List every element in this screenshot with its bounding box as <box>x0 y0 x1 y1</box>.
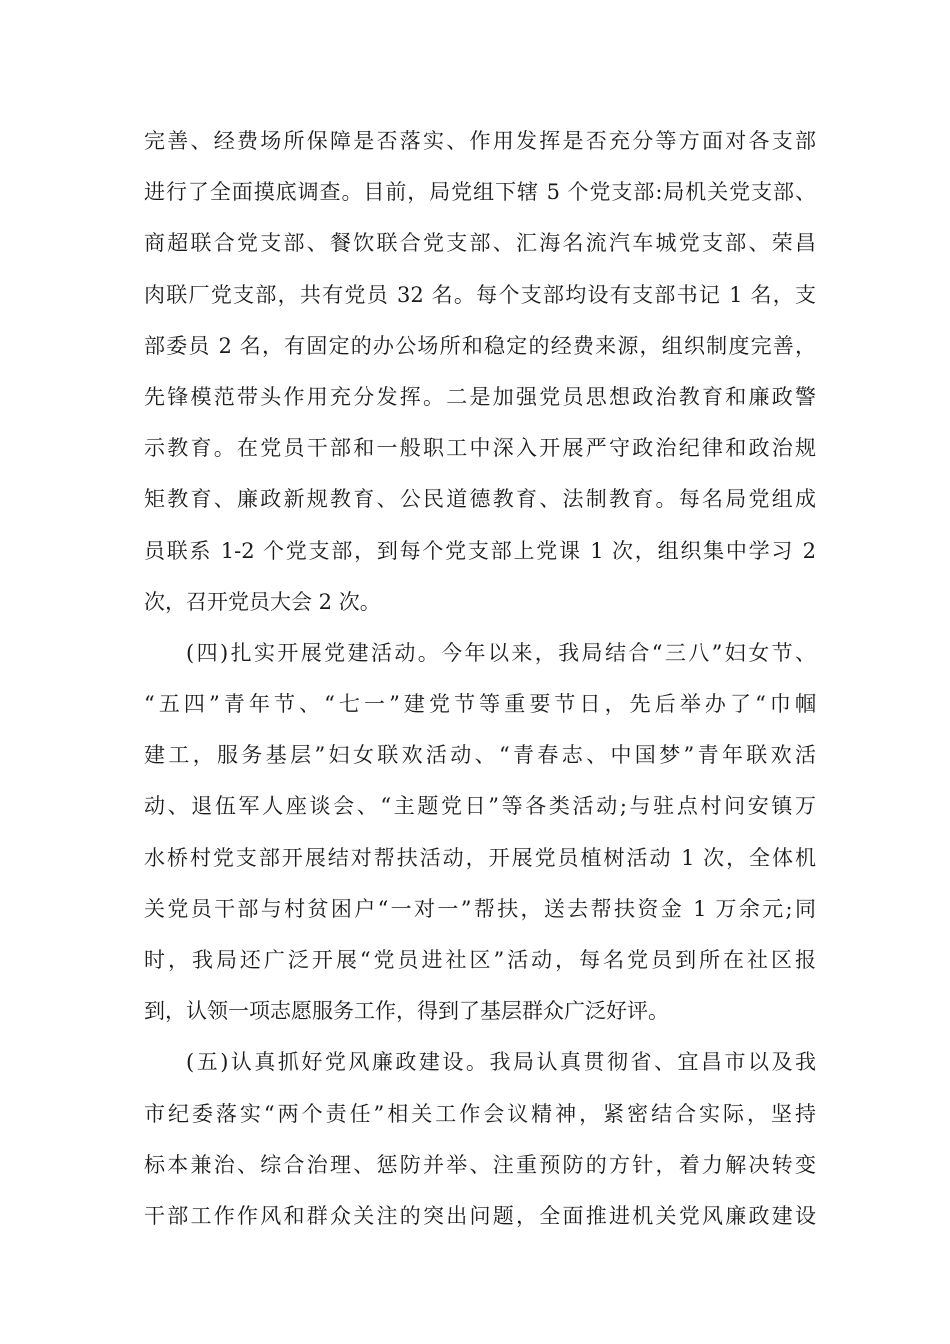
text-line: 员联系 1-2 个党支部，到每个党支部上党课 1 次，组织集中学习 2 <box>144 538 816 563</box>
text-line: 矩教育、廉政新规教育、公民道德教育、法制教育。每名局党组成 <box>144 487 816 512</box>
text-line: (四)扎实开展党建活动。今年以来，我局结合“三八”妇女节、 <box>186 640 816 665</box>
text-line: 进行了全面摸底调查。目前，局党组下辖 5 个党支部:局机关党支部、 <box>144 180 816 205</box>
text-line: (五)认真抓好党风廉政建设。我局认真贯彻省、宜昌市以及我 <box>186 1050 816 1075</box>
text-line: 次，召开党员大会 2 次。 <box>144 589 381 614</box>
text-line: 动、退伍军人座谈会、“主题党日”等各类活动;与驻点村问安镇万 <box>144 794 816 819</box>
text-line: 商超联合党支部、餐饮联合党支部、汇海名流汽车城党支部、荣昌 <box>144 231 816 256</box>
text-line: 干部工作作风和群众关注的突出问题，全面推进机关党风廉政建设 <box>144 1203 816 1228</box>
document-body <box>144 116 816 1242</box>
text-line: 完善、经费场所保障是否落实、作用发挥是否充分等方面对各支部 <box>144 129 816 153</box>
paragraph-p2 <box>144 628 816 1038</box>
text-line: 先锋模范带头作用充分发挥。二是加强党员思想政治教育和廉政警 <box>144 384 816 409</box>
text-line: 水桥村党支部开展结对帮扶活动，开展党员植树活动 1 次，全体机 <box>144 845 816 870</box>
text-line: 到，认领一项志愿服务工作，得到了基层群众广泛好评。 <box>144 999 669 1024</box>
paragraph-p1 <box>144 116 816 628</box>
paragraph-p3 <box>144 1037 816 1242</box>
text-line: 市纪委落实“两个责任”相关工作会议精神，紧密结合实际，坚持 <box>144 1101 816 1126</box>
text-line: 关党员干部与村贫困户“一对一”帮扶，送去帮扶资金 1 万余元;同 <box>144 896 816 921</box>
text-line: 肉联厂党支部，共有党员 32 名。每个支部均设有支部书记 1 名，支 <box>144 282 816 307</box>
text-line: 示教育。在党员干部和一般职工中深入开展严守政治纪律和政治规 <box>144 436 816 461</box>
text-line: 时，我局还广泛开展“党员进社区”活动，每名党员到所在社区报 <box>144 948 816 972</box>
text-line: 标本兼治、综合治理、惩防并举、注重预防的方针，着力解决转变 <box>144 1152 816 1177</box>
text-line: 建工，服务基层”妇女联欢活动、“青春志、中国梦”青年联欢活 <box>144 743 816 768</box>
text-line: “五四”青年节、“七一”建党节等重要节日，先后举办了“巾帼 <box>144 692 816 717</box>
text-line: 部委员 2 名，有固定的办公场所和稳定的经费来源，组织制度完善， <box>144 333 816 358</box>
